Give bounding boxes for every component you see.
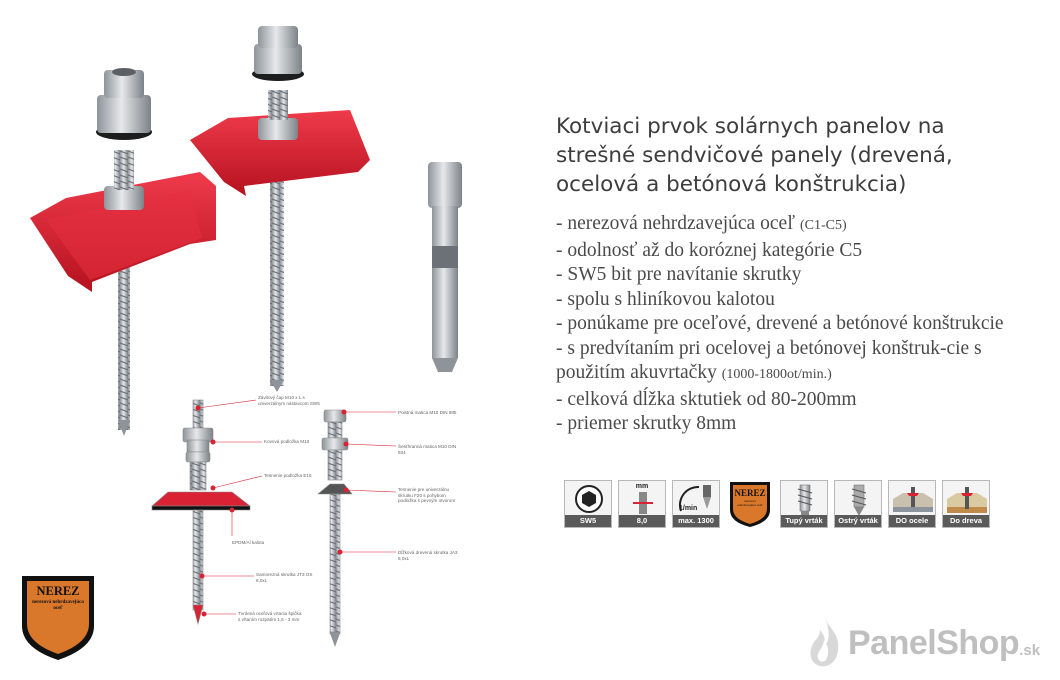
callout-left-2: Kovová podložka M10 (264, 439, 310, 444)
feature-item: - ponúkame pre oceľové, drevené a betónové konštrukcie (556, 313, 1004, 334)
feature-item: - odolnosť až do koróznej kategórie C5 (556, 239, 863, 261)
steel-deck-icon: DO ocele (888, 480, 936, 528)
screw-assembly-right (190, 26, 370, 392)
sw5-bit (428, 162, 462, 372)
callout-left-4: EPDM/Al kalota (232, 540, 265, 545)
nerez-badge-title: NEREZ (36, 584, 80, 598)
sharp-tip-icon: Ostrý vrták (834, 480, 882, 528)
callout-right-1: Poistná matica M10 DIN 985 (398, 410, 457, 415)
callout-right-3: Tesnenie pre univerzálnu skrutku F20 s pohybom podložka s pevným otvorom (398, 487, 456, 503)
feature-item: - spolu s hliníkovou kalotou (556, 288, 775, 310)
exploded-drawing-right (318, 410, 396, 647)
nerez-shield-icon: NEREZ nerezová nehrdzavejúca oceľ (726, 480, 774, 528)
callout-right-4: Dĺžková drevená skrutka JA3 8,0xL (398, 550, 458, 561)
callout-left-3: Tesnenie podložka E16 (264, 473, 312, 478)
feature-item: - celková dĺžka sktutiek od 80-200mm (556, 388, 857, 410)
exploded-drawing-left (152, 400, 262, 624)
flame-icon (806, 616, 844, 670)
wood-deck-icon: Do dreva (942, 480, 990, 528)
drill-size-icon: mm 8,0 (618, 480, 666, 528)
hex-socket-icon: SW5 (564, 480, 612, 528)
panelshop-logo[interactable] (806, 616, 1040, 670)
blunt-tip-icon: Tupý vrták (780, 480, 828, 528)
logo-suffix: .sk (1019, 641, 1041, 659)
screw-assembly-left (30, 68, 216, 436)
product-title: Kotviaci prvok solárnych panelov na strešné sendvičové panely (drevená, ocelová a betónová konštrukcia) (556, 114, 953, 197)
callout-left-6: Tvrdená oceľová vrtacia špička s vŕtaním rozpätím 1,5 - 3 mm (238, 611, 302, 622)
feature-item: - nerezová nehrdzavejúca oceľ (C1-C5) (556, 213, 847, 234)
nerez-badge-subtitle: nerezová nehrdzavejúca oceľ (32, 600, 84, 611)
feature-item: - s predvítaním pri ocelovej a betónovej konštruk-cie s použitím akuvrtačky (1000-1800ot/min.) (556, 337, 982, 383)
feature-item: - SW5 bit pre navítanie skrutky (556, 264, 802, 285)
feature-item: - priemer skrutky 8mm (556, 413, 737, 434)
feature-icons (564, 480, 990, 528)
feature-list (556, 212, 1036, 437)
callout-right-2: Šesťhranná matica M10 DIN 934 (398, 444, 457, 455)
logo-brand: PanelShop (848, 623, 1020, 662)
callout-left-1: Závitový čap M10 x L s univerzálnym nástavcom SW5 (258, 395, 320, 406)
callout-left-5: Samorezná skrutka JT3 OS 8,0xL (256, 572, 313, 583)
rpm-icon: 1/min max. 1300 (672, 480, 720, 528)
